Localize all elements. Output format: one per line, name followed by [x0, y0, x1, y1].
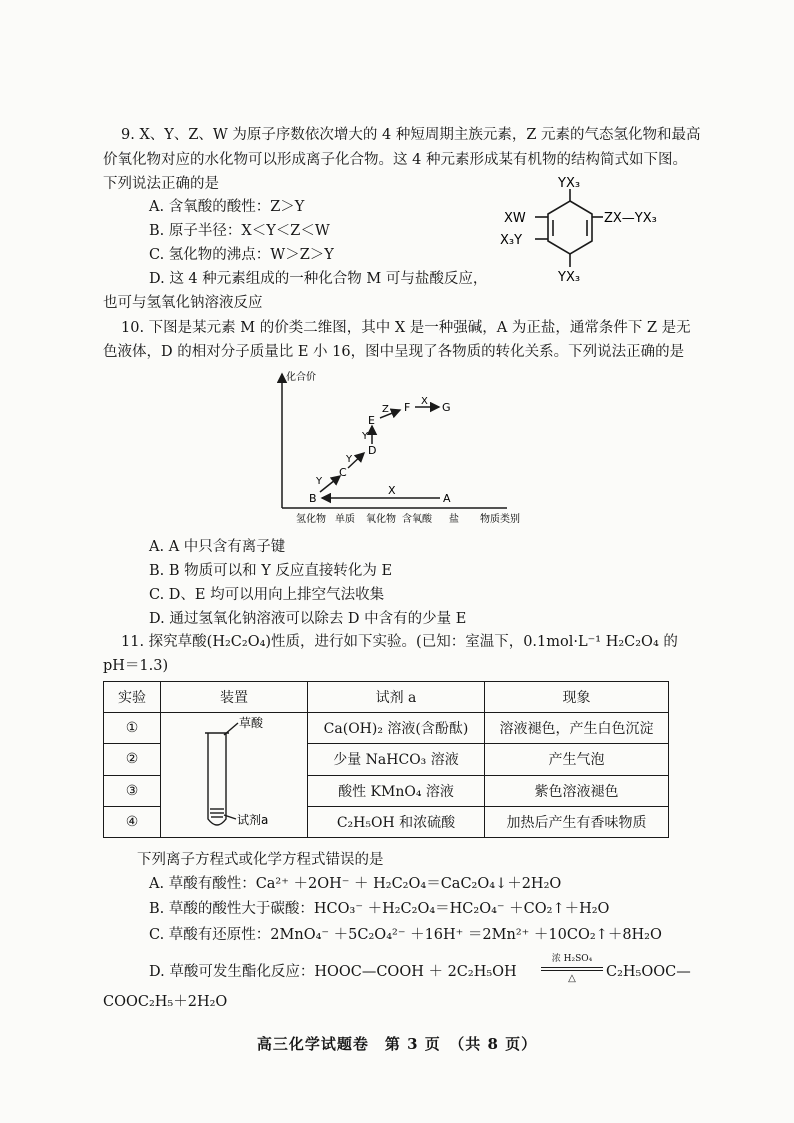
edge-label-y-3: Y: [362, 431, 369, 442]
table-cell-reagent: C₂H₅OH 和浓硫酸: [308, 806, 485, 837]
q11-option-d[interactable]: D. 草酸可发生酯化反应：HOOC—COOH ＋ 2C₂H₅OH: [149, 964, 517, 980]
table-cell-phenomenon: 产生气泡: [485, 744, 669, 775]
table-cell-id: ①: [104, 713, 161, 744]
q10-option-d[interactable]: D. 通过氢氧化钠溶液可以除去 D 中含有的少量 E: [149, 611, 467, 627]
edge-label-y-2: Y: [346, 454, 353, 465]
table-header-row: [104, 682, 669, 713]
table-cell-reagent: 少量 NaHCO₃ 溶液: [308, 744, 485, 775]
q10-valence-diagram: [262, 366, 532, 528]
table-header-cell: 现象: [485, 682, 669, 713]
q11-stem-line1: 11. 探究草酸(H₂C₂O₄)性质，进行如下实验。(已知：室温下，0.1mol·L⁻¹ H₂C₂O₄ 的: [121, 634, 678, 650]
benzene-ring: [548, 201, 592, 254]
q10-option-b[interactable]: B. B 物质可以和 Y 反应直接转化为 E: [149, 563, 393, 579]
page-footer: 高三化学试题卷 第 3 页 （共 8 页）: [256, 1035, 538, 1053]
node-d: D: [368, 444, 377, 457]
leader-top: [224, 723, 238, 735]
test-tube-apparatus: [166, 713, 302, 837]
category-salt: 盐: [449, 514, 459, 525]
q10-option-c[interactable]: C. D、E 均可以用向上排空气法收集: [149, 587, 385, 603]
edge-label-x-top: X: [421, 396, 428, 407]
table-cell-id: ③: [104, 775, 161, 806]
reaction-arrow-upper: [541, 967, 603, 968]
q11-stem-line2: pH＝1.3): [103, 658, 169, 674]
table-cell-id: ②: [104, 744, 161, 775]
struct-bottom-group: YX₃: [558, 270, 581, 285]
x-axis-label: 物质类别: [480, 514, 520, 525]
node-a: A: [443, 492, 451, 505]
q9-option-d-cont: 也可与氢氧化钠溶液反应: [103, 295, 263, 311]
reaction-condition-bottom: △: [568, 973, 576, 984]
q9-structure-diagram: [490, 175, 700, 290]
q9-stem-line2: 价氧化物对应的水化物可以形成离子化合物。这 4 种元素形成某有机物的结构简式如下图。: [103, 152, 687, 168]
q11-stem-line3: 下列离子方程式或化学方程式错误的是: [137, 852, 384, 868]
label-reagent-a: 试剂a: [237, 813, 269, 827]
category-hydride: 氢化物: [296, 514, 326, 525]
edge-label-z: Z: [382, 404, 389, 415]
q9-stem-line3: 下列说法正确的是: [103, 176, 219, 192]
q9-option-a[interactable]: A. 含氧酸的酸性：Z＞Y: [149, 199, 305, 215]
edge-label-y-1: Y: [316, 476, 323, 487]
struct-top-group: YX₃: [558, 176, 581, 191]
node-e: E: [368, 414, 375, 427]
q11-experiment-table: [103, 681, 669, 838]
q11-option-d-cont: COOC₂H₅＋2H₂O: [103, 994, 228, 1010]
apparatus-cell: [161, 713, 308, 838]
arrow-b-to-c: [320, 476, 340, 492]
q11-option-b[interactable]: B. 草酸的酸性大于碳酸：HCO₃⁻ ＋H₂C₂O₄＝HC₂O₄⁻ ＋CO₂↑＋H₂O: [149, 901, 610, 917]
table-cell-reagent: 酸性 KMnO₄ 溶液: [308, 775, 485, 806]
q10-option-a[interactable]: A. A 中只含有离子键: [149, 539, 286, 555]
edge-label-x-bottom: X: [388, 484, 396, 497]
q9-option-c[interactable]: C. 氢化物的沸点：W＞Z＞Y: [149, 247, 334, 263]
table-cell-phenomenon: 紫色溶液褪色: [485, 775, 669, 806]
table-cell-reagent: Ca(OH)₂ 溶液(含酚酞): [308, 713, 485, 744]
table-row: [104, 713, 669, 744]
q10-stem-line2: 色液体，D 的相对分子质量比 E 小 16，图中呈现了各物质的转化关系。下列说法正确的是: [103, 344, 685, 360]
q9-stem-line1: 9. X、Y、Z、W 为原子序数依次增大的 4 种短周期主族元素，Z 元素的气态氢化物和最高: [121, 127, 701, 143]
node-g: G: [442, 401, 451, 414]
table-cell-phenomenon: 加热后产生有香味物质: [485, 806, 669, 837]
struct-left-lower-group: X₃Y: [500, 233, 523, 248]
table-cell-phenomenon: 溶液褪色，产生白色沉淀: [485, 713, 669, 744]
q10-stem-line1: 10. 下图是某元素 M 的价类二维图，其中 X 是一种强碱，A 为正盐，通常条件下 Z 是无: [121, 320, 691, 336]
table-header-cell: 装置: [161, 682, 308, 713]
label-oxalic-acid: 草酸: [239, 716, 264, 730]
struct-left-upper-group: XW: [504, 211, 526, 226]
struct-right-group: ZX—YX₃: [604, 211, 657, 226]
category-element: 单质: [335, 514, 355, 525]
category-oxyacid: 含氧酸: [402, 514, 432, 525]
q11-option-a[interactable]: A. 草酸有酸性：Ca²⁺ ＋2OH⁻ ＋ H₂C₂O₄＝CaC₂O₄↓＋2H₂O: [149, 876, 562, 892]
q9-option-b[interactable]: B. 原子半径：X＜Y＜Z＜W: [149, 223, 330, 239]
test-tube: [208, 733, 226, 825]
reaction-arrow-lower: [541, 970, 603, 971]
table-header-cell: 试剂 a: [308, 682, 485, 713]
node-b: B: [309, 492, 317, 505]
node-c: C: [339, 466, 347, 479]
q11-option-c[interactable]: C. 草酸有还原性：2MnO₄⁻ ＋5C₂O₄²⁻ ＋16H⁺ ＝2Mn²⁺ ＋10CO₂↑＋8H₂O: [149, 927, 662, 943]
y-axis-label: 化合价: [286, 372, 316, 383]
table-cell-id: ④: [104, 806, 161, 837]
category-oxide: 氧化物: [366, 514, 396, 525]
q11-option-d-product: C₂H₅OOC—: [606, 964, 691, 980]
reaction-condition-top: 浓 H₂SO₄: [551, 954, 593, 964]
table-header-cell: 实验: [104, 682, 161, 713]
node-f: F: [404, 401, 411, 414]
q9-option-d[interactable]: D. 这 4 种元素组成的一种化合物 M 可与盐酸反应，: [149, 271, 488, 287]
